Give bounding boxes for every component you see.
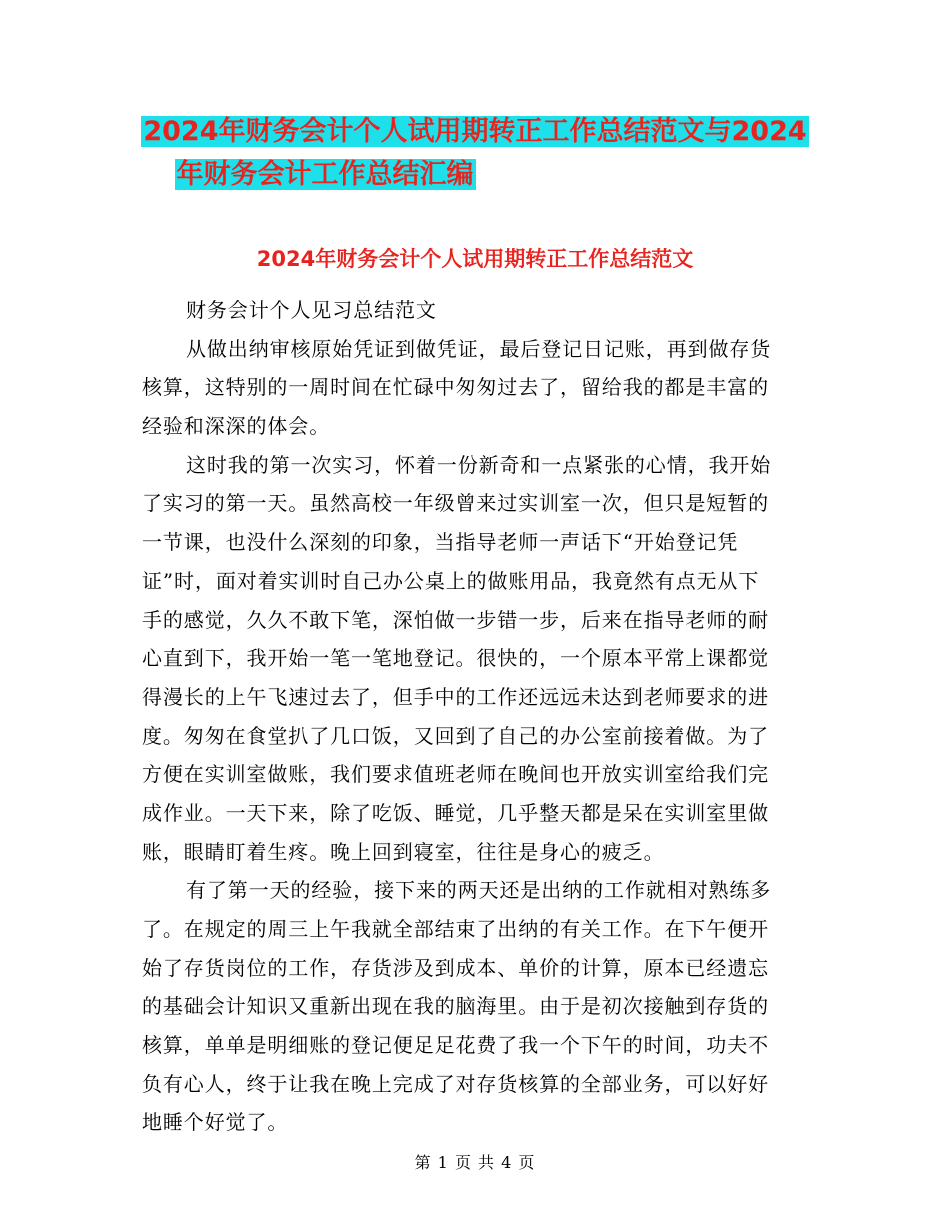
text-line: 经验和深深的体会。 xyxy=(142,414,331,439)
text-line: 证”时，面对着实训时自己办公桌上的做账用品，我竟然有点无从下 xyxy=(142,568,760,593)
body-text xyxy=(142,291,807,1142)
text-line: 地睡个好觉了。 xyxy=(142,1110,289,1135)
text-line: 方便在实训室做账，我们要求值班老师在晚间也开放实训室给我们完 xyxy=(142,762,769,787)
text-line: 账，眼睛盯着生疼。晚上回到寝室，往往是身心的疲乏。 xyxy=(142,839,665,864)
text-line: 心直到下，我开始一笔一笔地登记。很快的，一个原本平常上课都觉 xyxy=(142,646,769,671)
text-line: 负有心人，终于让我在晚上完成了对存货核算的全部业务，可以好好 xyxy=(142,1071,769,1096)
text-line: 始了存货岗位的工作，存货涉及到成本、单价的计算，原本已经遗忘 xyxy=(142,955,769,980)
title-highlight-2: 年财务会计工作总结汇编 xyxy=(176,159,474,190)
page-number-footer: 第 1 页 共 4 页 xyxy=(414,1153,536,1172)
text-line: 了实习的第一天。虽然高校一年级曾来过实训室一次，但只是短暂的 xyxy=(142,491,769,516)
section-heading: 2024年财务会计个人试用期转正工作总结范文 xyxy=(256,247,694,271)
text-line: 得漫长的上午飞速过去了，但手中的工作还远远未达到老师要求的进 xyxy=(142,684,769,709)
paragraph-heading: 财务会计个人见习总结范文 xyxy=(186,298,437,322)
text-line: 了。在规定的周三上午我就全部结束了出纳的有关工作。在下午便开 xyxy=(142,917,769,941)
text-line: 成作业。一天下来，除了吃饭、睡觉，几乎整天都是呆在实训室里做 xyxy=(142,800,769,825)
title-highlight-1: 2024年财务会计个人试用期转正工作总结范文与2024 xyxy=(143,116,807,147)
text-line: 一节课，也没什么深刻的印象，当指导老师一声话下“开始登记凭 xyxy=(142,530,739,555)
text-line: 核算，单单是明细账的登记便足足花费了我一个下午的时间，功夫不 xyxy=(142,1033,769,1058)
document-title-line-2 xyxy=(0,152,800,198)
text-line: 这时我的第一次实习，怀着一份新奇和一点紧张的心情，我开始 xyxy=(186,452,772,477)
text-line: 手的感觉，久久不敢下笔，深怕做一步错一步，后来在指导老师的耐 xyxy=(142,607,769,632)
text-line: 核算，这特别的一周时间在忙碌中匆匆过去了，留给我的都是丰富的 xyxy=(142,375,769,400)
text-line: 的基础会计知识又重新出现在我的脑海里。由于是初次接触到存货的 xyxy=(142,994,769,1019)
document-title-line-1 xyxy=(0,109,950,155)
text-line: 有了第一天的经验，接下来的两天还是出纳的工作就相对熟练多 xyxy=(186,878,772,903)
text-line: 从做出纳审核原始凭证到做凭证，最后登记日记账，再到做存货 xyxy=(186,336,772,361)
text-line: 度。匆匆在食堂扒了几口饭，又回到了自己的办公室前接着做。为了 xyxy=(142,723,769,748)
